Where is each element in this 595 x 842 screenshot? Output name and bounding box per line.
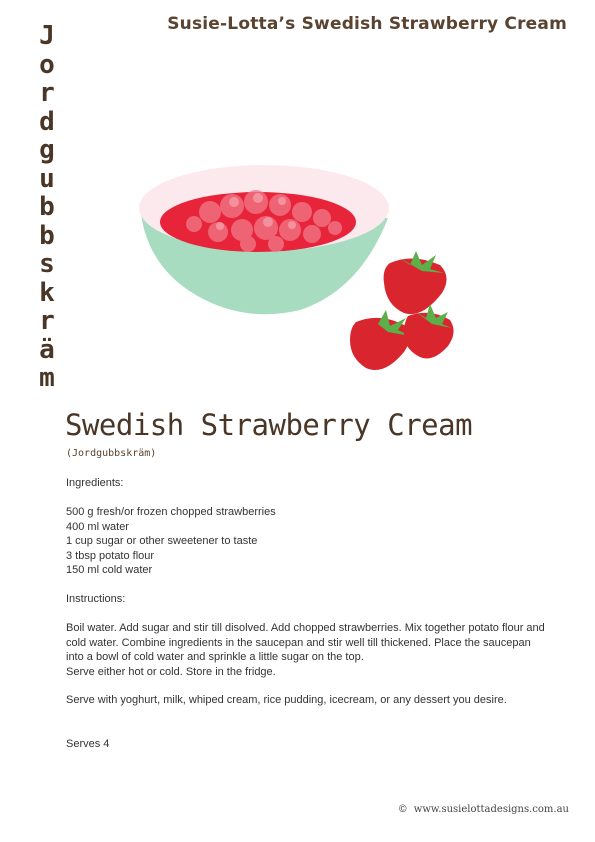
vertical-title-letter: r bbox=[39, 78, 55, 108]
ingredient-item: 500 g fresh/or frozen chopped strawberries bbox=[66, 506, 276, 518]
serving-suggestion: Serve with yoghurt, milk, whiped cream, rice pudding, icecream, or any dessert you desire. bbox=[66, 694, 507, 706]
recipe-subtitle: (Jordgubbskräm) bbox=[66, 448, 157, 459]
footer bbox=[398, 804, 569, 815]
serving-count: Serves 4 bbox=[66, 738, 110, 750]
ingredient-item: 150 ml cold water bbox=[66, 564, 153, 576]
strawberry-icon bbox=[350, 310, 410, 370]
ingredient-item: 3 tbsp potato flour bbox=[66, 549, 155, 562]
instructions-heading: Instructions: bbox=[66, 593, 126, 605]
vertical-title-letter: o bbox=[39, 49, 55, 80]
copyright-icon: © bbox=[397, 804, 408, 815]
recipe-title: Swedish Strawberry Cream bbox=[65, 408, 473, 442]
ingredient-item: 1 cup sugar or other sweetener to taste bbox=[66, 535, 258, 547]
vertical-title-letter: m bbox=[39, 363, 55, 393]
bowl-illustration bbox=[139, 165, 389, 314]
vertical-title-letter: b bbox=[39, 220, 55, 251]
vertical-title-letter: s bbox=[39, 249, 55, 279]
vertical-title-letter: r bbox=[39, 306, 55, 336]
ingredient-list bbox=[66, 505, 546, 578]
instructions-paragraph: Boil water. Add sugar and stir till disolved. Add chopped strawberries. Mix together potato flour and cold water. Combine ingredients in the saucepan and stir well till thickened. Place the saucepan into a bowl of cold water and sprinkle a little sugar on the top. bbox=[66, 622, 545, 663]
vertical-title-letter: b bbox=[39, 192, 55, 222]
vertical-title-letter: g bbox=[39, 135, 55, 165]
strawberry-icon bbox=[384, 251, 447, 314]
vertical-title-letter: k bbox=[39, 277, 55, 308]
vertical-title-letter: ä bbox=[39, 334, 55, 365]
instructions-text bbox=[66, 621, 546, 679]
vertical-title-letter: J bbox=[39, 21, 55, 51]
instructions-paragraph: Serve either hot or cold. Store in the fridge. bbox=[66, 665, 276, 678]
vertical-title-letter: d bbox=[39, 106, 55, 137]
ingredients-heading: Ingredients: bbox=[66, 477, 124, 489]
page-header-title: Susie-Lotta’s Swedish Strawberry Cream bbox=[167, 14, 567, 34]
website-link[interactable]: www.susielottadesigns.com.au bbox=[413, 804, 569, 815]
strawberry-cream-illustration bbox=[130, 150, 460, 380]
ingredient-item: 400 ml water bbox=[66, 520, 129, 533]
vertical-title-letter: u bbox=[39, 163, 55, 194]
vertical-title bbox=[30, 22, 64, 393]
